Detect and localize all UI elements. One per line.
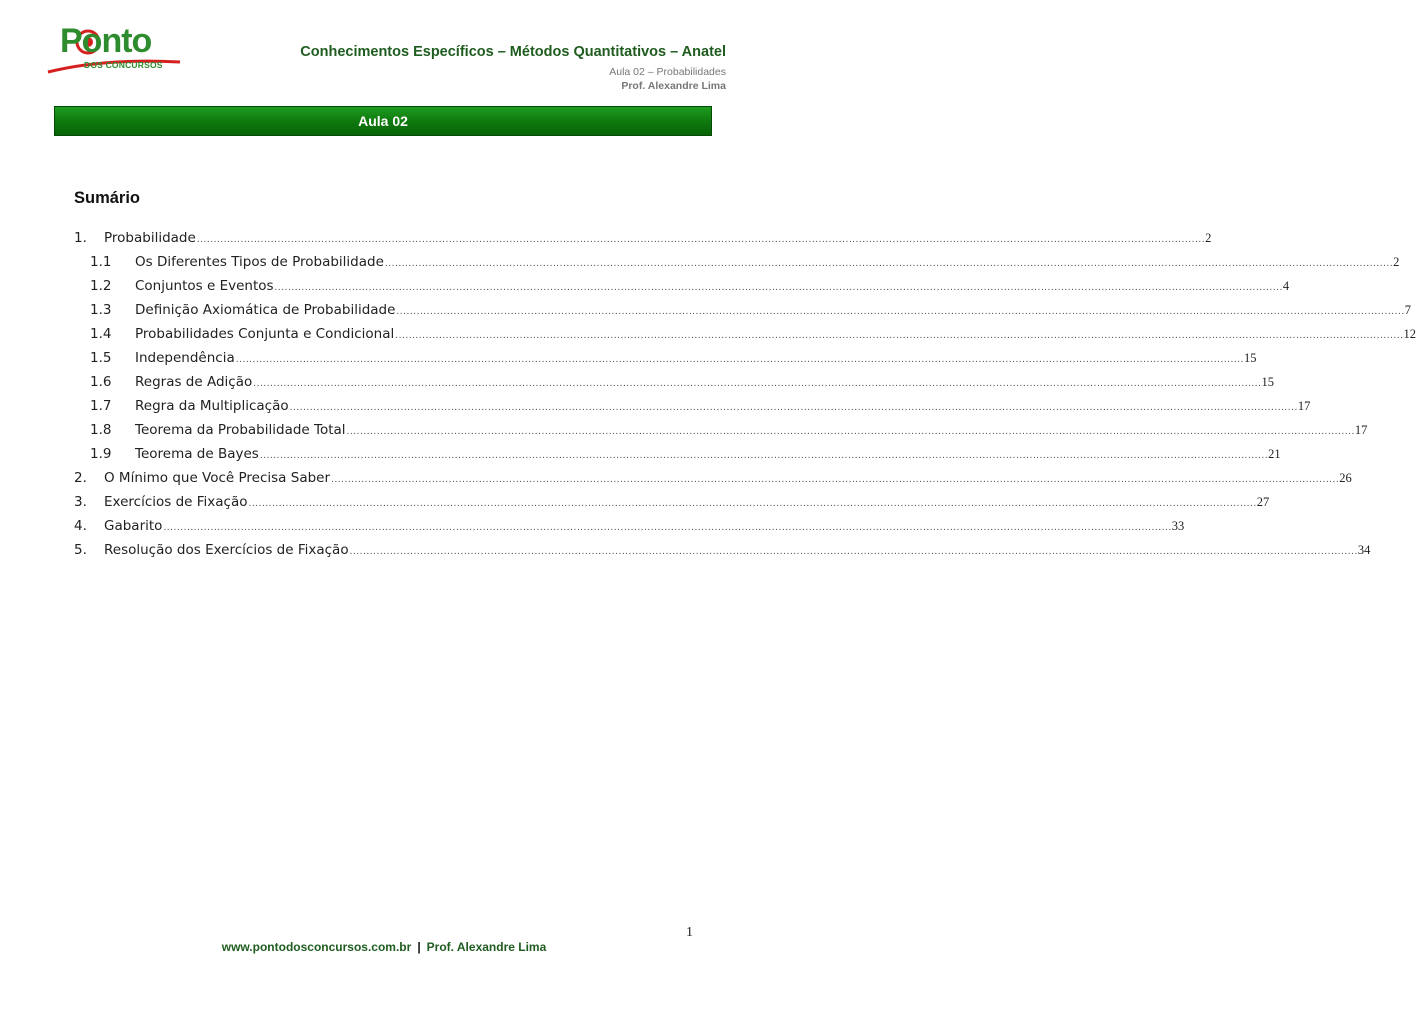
toc-entry-page: 33 [1171, 519, 1185, 533]
toc-entry-number: 1.2 [90, 278, 112, 294]
footer-author: Prof. Alexandre Lima [426, 940, 547, 954]
toc-entry-number: 1.6 [90, 374, 112, 390]
toc-entry[interactable] [74, 538, 1371, 562]
logo [44, 22, 184, 82]
toc-entry-page: 4 [1282, 279, 1290, 293]
header-subtitle: Aula 02 – Probabilidades [609, 66, 726, 78]
toc-entry-number: 2. [74, 470, 87, 486]
toc-entry-page: 26 [1339, 471, 1352, 485]
toc-dot-leader: ............................................................................................................................................................................................................................................................................................................ [384, 259, 1394, 269]
toc-entry-label: Teorema de Bayes [135, 446, 259, 462]
toc-entry-number: 1.4 [90, 326, 112, 342]
toc-entry-page: 2 [1205, 231, 1212, 245]
summary-heading: Sumário [74, 189, 141, 207]
toc-entry-label: Teorema da Probabilidade Total [135, 422, 346, 438]
header-professor: Prof. Alexandre Lima [621, 80, 726, 92]
toc-entry-label: Os Diferentes Tipos de Probabilidade [135, 254, 384, 270]
toc-entry-number: 3. [74, 494, 87, 510]
toc-entry-label: Probabilidades Conjunta e Condicional [135, 326, 395, 342]
toc-entry-number: 4. [74, 518, 87, 534]
toc-entry-label: Exercícios de Fixação [104, 494, 248, 510]
toc-entry-number: 1.7 [90, 398, 112, 414]
toc-entry-label: Regras de Adição [135, 374, 253, 390]
toc-entry[interactable] [74, 346, 1257, 370]
toc-entry[interactable] [74, 274, 1290, 298]
footer [0, 940, 768, 954]
toc-entry-number: 1.5 [90, 350, 112, 366]
toc-entry[interactable] [74, 226, 1212, 250]
toc-entry-label: Regra da Multiplicação [135, 398, 289, 414]
toc-entry-number: 1.3 [90, 302, 112, 318]
toc-dot-leader: ............................................................................................................................................................................................................................................................................................................ [253, 379, 1262, 389]
toc-dot-leader: ............................................................................................................................................................................................................................................................................................................ [395, 331, 1404, 341]
toc-entry[interactable] [74, 394, 1311, 418]
toc-entry-number: 5. [74, 542, 87, 558]
header-title: Conhecimentos Específicos – Métodos Quantitativos – Anatel [300, 44, 726, 60]
toc-dot-leader: ............................................................................................................................................................................................................................................................................................................ [248, 499, 1257, 509]
toc-entry-page: 27 [1256, 495, 1270, 509]
toc-dot-leader: ............................................................................................................................................................................................................................................................................................................ [163, 523, 1172, 533]
toc-entry-page: 2 [1393, 255, 1400, 269]
page-number: 1 [686, 925, 693, 940]
toc-entry-page: 15 [1261, 375, 1275, 389]
toc-entry-label: Probabilidade [104, 230, 196, 246]
toc-entry[interactable] [74, 466, 1352, 490]
footer-separator: | [417, 940, 421, 954]
toc-dot-leader: ............................................................................................................................................................................................................................................................................................................ [235, 355, 1244, 365]
toc-entry-number: 1.8 [90, 422, 112, 438]
toc-entry[interactable] [74, 370, 1275, 394]
toc-entry[interactable] [74, 418, 1368, 442]
logo-wordmark: Ponto [60, 22, 152, 60]
toc-entry-label: Resolução dos Exercícios de Fixação [104, 542, 349, 558]
toc-entry[interactable] [74, 514, 1185, 538]
toc-dot-leader: ............................................................................................................................................................................................................................................................................................................ [396, 307, 1405, 317]
footer-site-link[interactable]: www.pontodosconcursos.com.br [221, 940, 412, 954]
toc-entry-page: 12 [1403, 327, 1416, 341]
toc-entry[interactable] [74, 442, 1281, 466]
toc-entry-page: 17 [1354, 423, 1368, 437]
toc-entry-page: 15 [1244, 351, 1257, 365]
logo-subtitle: DOS CONCURSOS [84, 60, 163, 70]
toc-dot-leader: ............................................................................................................................................................................................................................................................................................................ [349, 547, 1358, 557]
toc-entry-page: 17 [1297, 399, 1311, 413]
toc-entry-label: Gabarito [104, 518, 163, 534]
toc-entry-label: Independência [135, 350, 235, 366]
toc-entry-number: 1. [74, 230, 87, 246]
toc-dot-leader: ............................................................................................................................................................................................................................................................................................................ [274, 283, 1283, 293]
toc-entry[interactable] [74, 322, 1416, 346]
toc-entry-number: 1.1 [90, 254, 112, 270]
toc-entry-page: 34 [1357, 543, 1371, 557]
toc-entry-label: O Mínimo que Você Precisa Saber [104, 470, 331, 486]
toc-dot-leader: ............................................................................................................................................................................................................................................................................................................ [331, 475, 1340, 485]
toc-dot-leader: ............................................................................................................................................................................................................................................................................................................ [289, 403, 1298, 413]
toc-entry-page: 7 [1404, 303, 1411, 317]
lesson-banner: Aula 02 [54, 106, 712, 136]
toc-entry[interactable] [74, 298, 1411, 322]
toc-entry[interactable] [74, 250, 1400, 274]
toc-dot-leader: ............................................................................................................................................................................................................................................................................................................ [196, 235, 1206, 245]
toc-entry-label: Definição Axiomática de Probabilidade [135, 302, 396, 318]
toc-dot-leader: ............................................................................................................................................................................................................................................................................................................ [259, 451, 1269, 461]
table-of-contents [74, 226, 1416, 562]
toc-entry[interactable] [74, 490, 1270, 514]
toc-entry-page: 21 [1268, 447, 1281, 461]
toc-entry-number: 1.9 [90, 446, 112, 462]
toc-dot-leader: ............................................................................................................................................................................................................................................................................................................ [346, 427, 1355, 437]
toc-entry-label: Conjuntos e Eventos [135, 278, 274, 294]
